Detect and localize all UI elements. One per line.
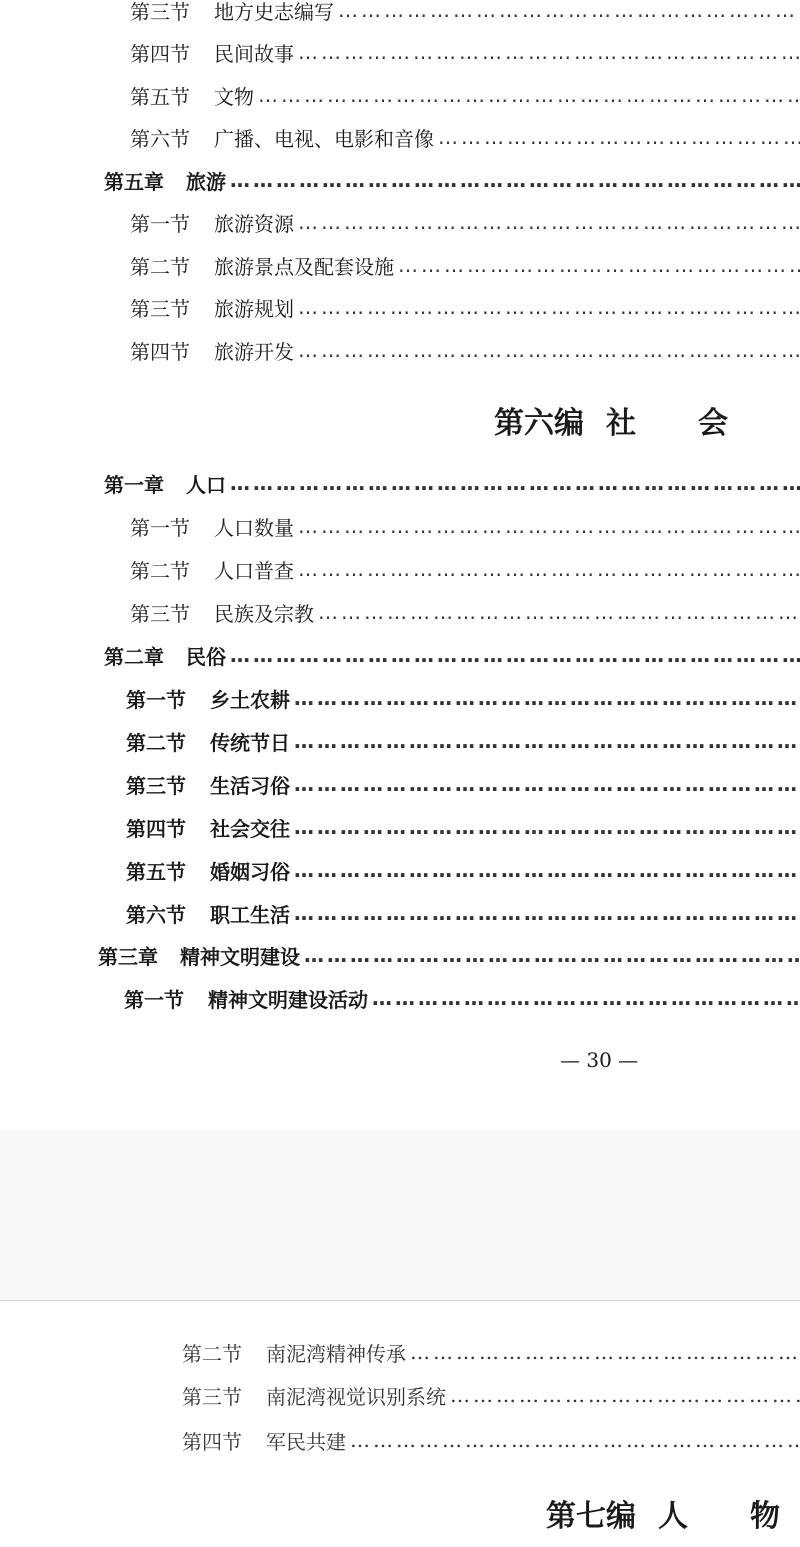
section-label: 第四节 [126,816,186,841]
dot-leader [450,1383,800,1407]
section-title: 人口普查 [214,558,294,583]
chapter-label: 第五章 [104,169,164,194]
section-label: 第一节 [130,211,190,236]
chapter-label: 第三章 [98,944,158,969]
toc-section-entry [126,853,800,887]
section-label: 第五节 [126,859,186,884]
toc-page-bottom [0,1300,800,1547]
section-label: 第四节 [130,41,190,66]
toc-section-entry [126,767,800,801]
section-label: 第五节 [130,84,190,109]
section-label: 第三节 [130,296,190,321]
section-title: 传统节日 [210,730,290,755]
dot-leader [294,858,800,882]
section-label: 第三节 [130,601,190,626]
toc-section-entry [126,810,800,844]
dot-leader [230,643,800,667]
dot-leader [298,557,800,581]
section-title: 生活习俗 [210,773,290,798]
part-title-char: 物 [750,1499,780,1534]
part-number: 第六编 [494,406,584,441]
section-label: 第三节 [182,1384,242,1409]
section-label: 第二节 [126,730,186,755]
toc-section-entry [182,1378,800,1412]
part-heading [546,1491,780,1535]
part-heading [494,398,728,442]
dot-leader [410,1340,800,1364]
toc-section-entry [124,981,800,1015]
toc-section-entry [130,35,800,69]
dot-leader [298,338,800,362]
toc-chapter-entry [98,938,800,972]
chapter-title: 民俗 [186,644,226,669]
toc-section-entry [130,120,800,154]
section-title: 旅游开发 [214,339,294,364]
toc-chapter-entry [104,163,800,197]
dot-leader [294,772,800,796]
toc-section-entry [130,248,800,282]
toc-section-entry [126,724,800,758]
toc-section-entry [130,509,800,543]
chapter-label: 第二章 [104,644,164,669]
section-label: 第四节 [130,339,190,364]
dot-leader [298,514,800,538]
chapter-title: 人口 [186,472,226,497]
toc-chapter-entry [104,466,800,500]
section-title: 社会交往 [210,816,290,841]
part-title-char: 社 [606,406,636,441]
section-title: 旅游资源 [214,211,294,236]
section-title: 精神文明建设活动 [208,987,368,1012]
toc-section-entry [126,681,800,715]
section-label: 第三节 [130,0,190,24]
dot-leader [294,901,800,925]
part-title-char: 人 [658,1499,688,1534]
section-label: 第四节 [182,1429,242,1454]
toc-section-entry [182,1423,800,1457]
section-label: 第二节 [182,1341,242,1366]
toc-section-entry [130,552,800,586]
dot-leader [298,295,800,319]
section-title: 地方史志编写 [214,0,334,24]
dot-leader [398,253,800,277]
section-title: 军民共建 [266,1429,346,1454]
section-title: 旅游景点及配套设施 [214,254,394,279]
toc-section-entry [130,205,800,239]
dot-leader [258,83,800,107]
dot-leader [294,686,800,710]
dot-leader [298,210,800,234]
dot-leader [318,600,800,624]
section-label: 第六节 [126,902,186,927]
section-label: 第一节 [124,987,184,1012]
toc-section-entry [130,78,800,112]
section-title: 人口数量 [214,515,294,540]
section-label: 第二节 [130,558,190,583]
section-title: 乡土农耕 [210,687,290,712]
toc-section-entry [130,0,800,27]
toc-section-entry [130,333,800,367]
dot-leader [338,0,800,22]
toc-section-entry [126,896,800,930]
section-title: 民间故事 [214,41,294,66]
dot-leader [294,729,800,753]
dot-leader [372,986,800,1010]
section-title: 文物 [214,84,254,109]
chapter-label: 第一章 [104,472,164,497]
part-title-char: 会 [698,406,728,441]
section-title: 广播、电视、电影和音像 [214,126,434,151]
dot-leader [294,815,800,839]
dot-leader [304,943,800,967]
section-title: 职工生活 [210,902,290,927]
dot-leader [350,1428,800,1452]
section-title: 南泥湾精神传承 [266,1341,406,1366]
section-title: 南泥湾视觉识别系统 [266,1384,446,1409]
part-number: 第七编 [546,1499,636,1534]
toc-section-entry [130,595,800,629]
dot-leader [438,125,800,149]
dot-leader [230,168,800,192]
dot-leader [298,40,800,64]
section-label: 第三节 [126,773,186,798]
chapter-title: 旅游 [186,169,226,194]
chapter-title: 精神文明建设 [180,944,300,969]
section-label: 第六节 [130,126,190,151]
page-gap [0,1130,800,1300]
section-title: 旅游规划 [214,296,294,321]
page-number: — 30 — [560,1048,639,1072]
section-title: 民族及宗教 [214,601,314,626]
toc-chapter-entry [104,638,800,672]
section-label: 第二节 [130,254,190,279]
dot-leader [230,471,800,495]
section-label: 第一节 [130,515,190,540]
section-label: 第一节 [126,687,186,712]
toc-section-entry [182,1335,800,1369]
toc-section-entry [130,290,800,324]
section-title: 婚姻习俗 [210,859,290,884]
